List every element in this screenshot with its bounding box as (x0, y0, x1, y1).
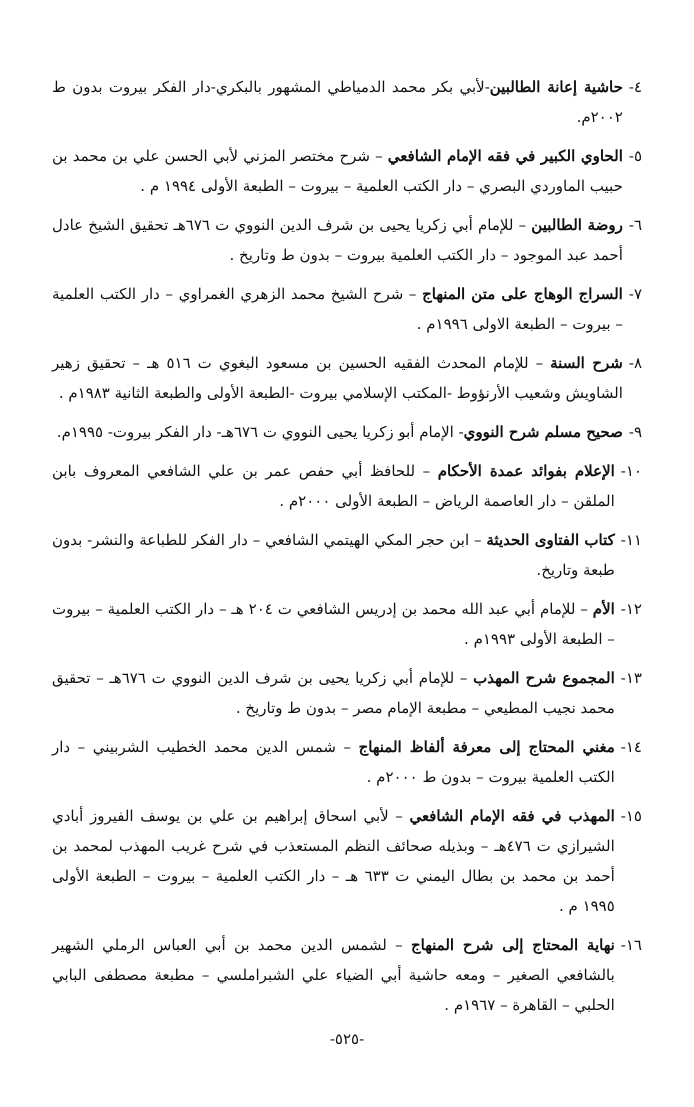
entry-text (52, 210, 623, 270)
entry-details: – شمس الدين محمد الخطيب الشربيني – دار الكتب العلمية بيروت – بدون ط ٢٠٠٠م . (52, 738, 615, 786)
reference-entry (52, 663, 642, 723)
entry-number: ٩- (628, 423, 642, 441)
entry-title: كتاب الفتاوى الحديثة (486, 531, 615, 549)
entry-title: شرح السنة (550, 354, 623, 372)
entry-text (52, 279, 623, 339)
entry-title: الحاوي الكبير في فقه الإمام الشافعي (387, 147, 623, 165)
entry-details: – لأبي اسحاق إبراهيم بن علي بن يوسف الفيروز أبادي الشيرازي ت ٤٧٦هـ – وبذيله صحائف النظم المستعذب في شرح غريب المهذب لمحمد بن أحمد بن محمد بن بطال اليمني ت ٦٣٣ هـ – دار الكتب العلمية – بيروت – الطبعة الأولى ١٩٩٥ م . (52, 807, 615, 915)
entry-title: روضة الطالبين (531, 216, 623, 234)
entry-text (52, 456, 615, 516)
entry-details: – للإمام أبي زكريا يحيى بن شرف الدين النووي ت ٦٧٦هـ – تحقيق محمد نجيب المطيعي – مطبعة الإمام مصر – بدون ط وتاريخ . (52, 669, 615, 717)
reference-entry (52, 930, 642, 1020)
entry-text (52, 732, 615, 792)
page-number: -٥٢٥- (329, 1030, 365, 1048)
reference-entry (52, 210, 642, 270)
entry-details: – للإمام المحدث الفقيه الحسين بن مسعود البغوي ت ٥١٦ هـ – تحقيق زهير الشاويش وشعيب الأرنؤوط -المكتب الإسلامي بيروت -الطبعة الأولى والطبعة الثانية ١٩٨٣م . (52, 354, 623, 402)
reference-entry (52, 72, 642, 132)
entry-title: الإعلام بفوائد عمدة الأحكام (437, 462, 615, 480)
entry-details: – شرح مختصر المزني لأبي الحسن علي بن محمد بن حبيب الماوردي البصري – دار الكتب العلمية – بيروت – الطبعة الأولى ١٩٩٤ م . (52, 147, 623, 195)
entry-details: – للإمام أبي عبد الله محمد بن إدريس الشافعي ت ٢٠٤ هـ – دار الكتب العلمية – بيروت – الطبعة الأولى ١٩٩٣م . (52, 600, 615, 648)
entry-details: – لشمس الدين محمد بن أبي العباس الرملي الشهير بالشافعي الصغير – ومعه حاشية أبي الضياء علي الشبراملسي – مطبعة مصطفى البابي الحلبي – القاهرة – ١٩٦٧م . (52, 936, 615, 1014)
reference-entry (52, 525, 642, 585)
entry-number: ١١- (620, 531, 642, 549)
entry-number: ١٠- (620, 462, 642, 480)
entry-details: – شرح الشيخ محمد الزهري الغمراوي – دار الكتب العلمية – بيروت – الطبعة الاولى ١٩٩٦م . (52, 285, 623, 333)
entry-details: - الإمام أبو زكريا يحيى النووي ت ٦٧٦هـ- دار الفكر بيروت- ١٩٩٥م. (56, 423, 464, 441)
entry-number: ١٤- (620, 738, 642, 756)
reference-entry (52, 348, 642, 408)
entry-number: ١٣- (620, 669, 642, 687)
reference-entry (52, 801, 642, 921)
reference-entry (52, 456, 642, 516)
entry-title: صحيح مسلم شرح النووي (463, 423, 623, 441)
entry-details: – للحافظ أبي حفص عمر بن علي الشافعي المعروف بابن الملقن – دار العاصمة الرياض – الطبعة الأولى ٢٠٠٠م . (52, 462, 615, 510)
entry-text (52, 141, 623, 201)
references-list (52, 72, 642, 1029)
entry-text (52, 72, 623, 132)
entry-text (52, 930, 615, 1020)
entry-title: السراج الوهاج على متن المنهاج (422, 285, 623, 303)
entry-text (52, 801, 615, 921)
entry-number: ١٢- (620, 600, 642, 618)
entry-number: ٧- (628, 285, 642, 303)
entry-details: – للإمام أبي زكريا يحيى بن شرف الدين النووي ت ٦٧٦هـ تحقيق الشيخ عادل أحمد عبد الموجود – دار الكتب العلمية بيروت – بدون ط وتاريخ . (52, 216, 623, 264)
entry-text (52, 348, 623, 408)
entry-details: -لأبي بكر محمد الدمياطي المشهور بالبكري-دار الفكر بيروت بدون ط ٢٠٠٢م. (52, 78, 623, 126)
entry-title: الأم (592, 600, 615, 618)
entry-number: ١٦- (620, 936, 642, 954)
entry-title: المجموع شرح المهذب (473, 669, 615, 687)
entry-text (52, 594, 615, 654)
entry-title: حاشية إعانة الطالبين (489, 78, 623, 96)
entry-text (52, 417, 623, 447)
reference-entry (52, 417, 642, 447)
entry-title: المهذب في فقه الإمام الشافعي (409, 807, 615, 825)
entry-text (52, 525, 615, 585)
entry-number: ٦- (628, 216, 642, 234)
reference-entry (52, 732, 642, 792)
reference-entry (52, 594, 642, 654)
entry-title: مغني المحتاج إلى معرفة ألفاظ المنهاج (358, 738, 615, 756)
reference-entry (52, 141, 642, 201)
entry-title: نهاية المحتاج إلى شرح المنهاج (410, 936, 615, 954)
entry-number: ٤- (628, 78, 642, 96)
entry-details: – ابن حجر المكي الهيتمي الشافعي – دار الفكر للطباعة والنشر- بدون طبعة وتاريخ. (52, 531, 615, 579)
reference-entry (52, 279, 642, 339)
entry-number: ٨- (628, 354, 642, 372)
entry-text (52, 663, 615, 723)
entry-number: ٥- (628, 147, 642, 165)
entry-number: ١٥- (620, 807, 642, 825)
